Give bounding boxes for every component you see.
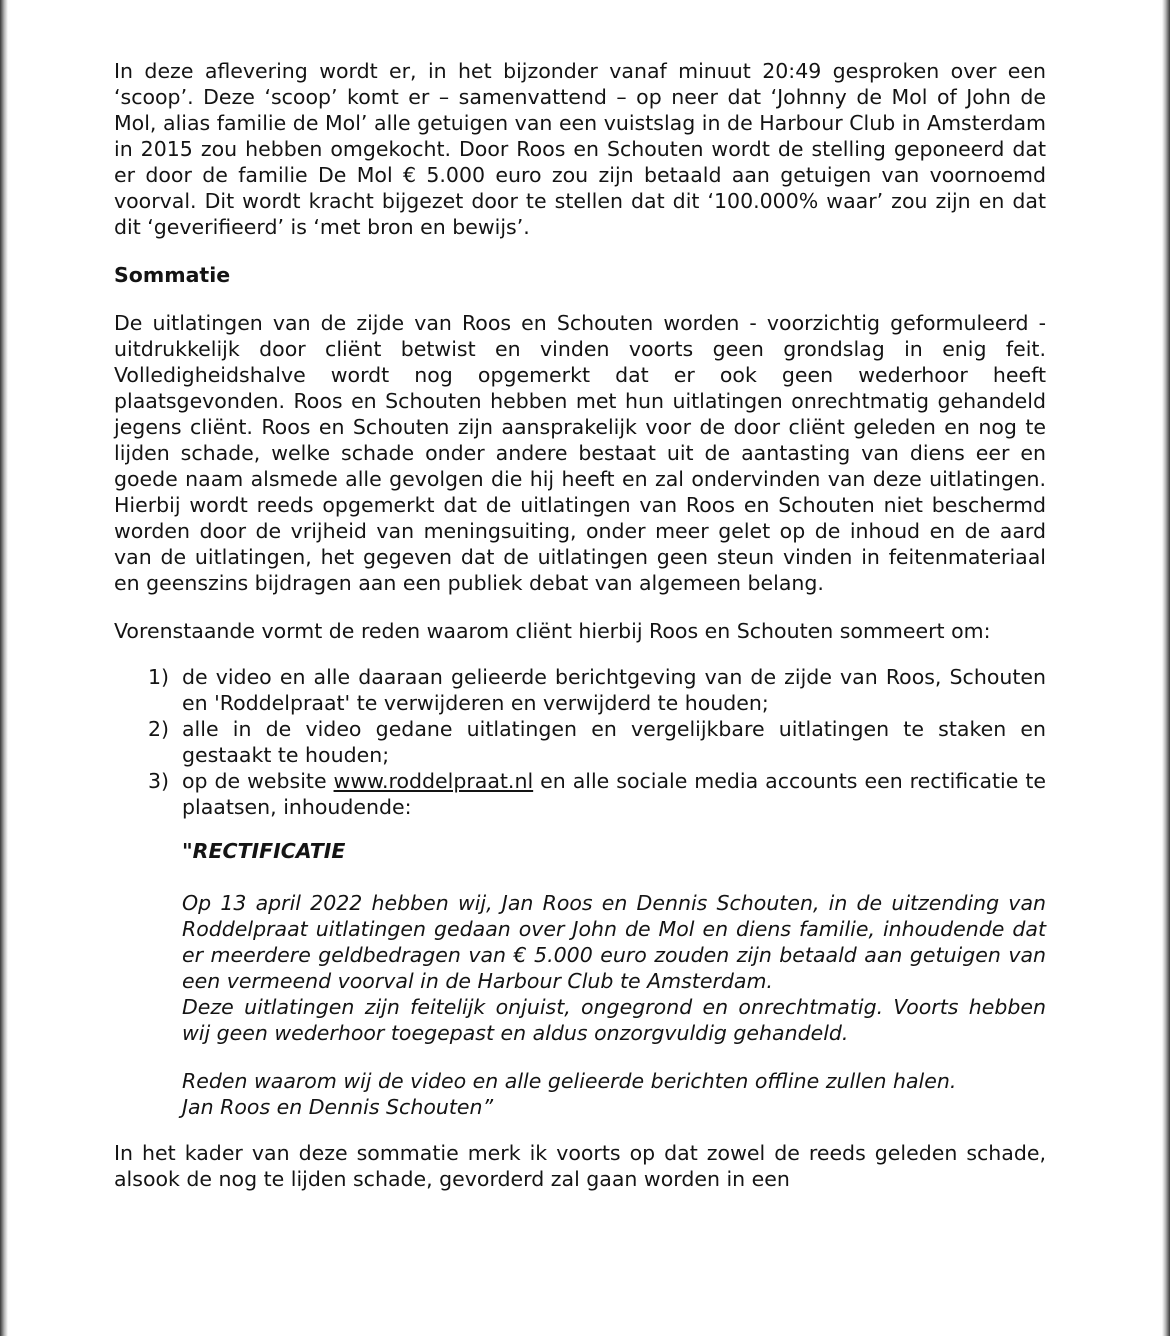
list-item-number: 2): [148, 717, 170, 741]
closing-paragraph: In het kader van deze sommatie merk ik voorts op dat zowel de reeds geleden schade, alsook de nog te lijden schade, gevorderd zal gaan worden in een: [114, 1141, 1046, 1191]
rectificatie-body: Op 13 april 2022 hebben wij, Jan Roos en Dennis Schouten, in de uitzending van Roddelpraat uitlatingen gedaan over John de Mol en diens familie, inhoudende dat er meerdere geldbedragen van € 5.000 euro zouden zijn betaald aan getuigen van een vermeend voorval in de Harbour Club te Amsterdam.: [182, 891, 1046, 993]
page-edge-right: [1162, 0, 1170, 1336]
list-item-number: 1): [148, 665, 170, 689]
list-item: [114, 664, 1046, 716]
intro-paragraph: In deze aflevering wordt er, in het bijzonder vanaf minuut 20:49 gesproken over een ‘scoop’. Deze ‘scoop’ komt er – samenvattend – op neer dat ‘Johnny de Mol of John de Mol, alias familie de Mol’ alle getuigen van een vuistslag in de Harbour Club in Amsterdam in 2015 zou hebben omgekocht. Door Roos en Schouten wordt de stelling geponeerd dat er door de familie De Mol € 5.000 euro zou zijn betaald aan getuigen van voornoemd voorval. Dit wordt kracht bijgezet door te stellen dat dit ‘100.000% waar’ zou zijn en dat dit ‘geverifieerd’ is ‘met bron en bewijs’.: [114, 59, 1046, 239]
rectificatie-closing: Reden waarom wij de video en alle gelieerde berichten offline zullen halen.: [182, 1069, 957, 1093]
demand-lead-paragraph: Vorenstaande vormt de reden waarom cliënt hierbij Roos en Schouten sommeert om:: [114, 619, 991, 643]
list-item: [114, 768, 1046, 820]
rectificatie-title: "RECTIFICATIE: [182, 839, 346, 863]
page-edge-left: [0, 0, 8, 1336]
section-heading: Sommatie: [114, 263, 231, 287]
document-page: [114, 58, 1046, 1192]
list-item-number: 3): [148, 769, 170, 793]
demand-list: [114, 664, 1046, 820]
list-item: [114, 716, 1046, 768]
rectificatie-statement: Deze uitlatingen zijn feitelijk onjuist, ongegrond en onrechtmatig. Voorts hebben wij geen wederhoor toegepast en aldus onzorgvuldig gehandeld.: [182, 995, 1046, 1045]
sommatie-paragraph: De uitlatingen van de zijde van Roos en Schouten worden - voorzichtig geformuleerd - uitdrukkelijk door cliënt betwist en vinden voorts geen grondslag in enig feit. Volledigheidshalve wordt nog opgemerkt dat er ook geen wederhoor heeft plaatsgevonden. Roos en Schouten hebben met hun uitlatingen onrechtmatig gehandeld jegens cliënt. Roos en Schouten zijn aansprakelijk voor de door cliënt geleden en nog te lijden schade, welke schade onder andere bestaat uit de aantasting van diens eer en goede naam alsmede alle gevolgen die hij heeft en zal ondervinden van deze uitlatingen. Hierbij wordt reeds opgemerkt dat de uitlatingen van Roos en Schouten niet beschermd worden door de vrijheid van meningsuiting, onder meer gelet op de inhoud en de aard van de uitlatingen, het gegeven dat de uitlatingen geen steun vinden in feitenmateriaal en geenszins bijdragen aan een publiek debat van algemeen belang.: [114, 311, 1046, 595]
list-item-text-after: en alle sociale media accounts een rectificatie te plaatsen, inhoudende:: [182, 769, 1046, 819]
list-item-text: alle in de video gedane uitlatingen en vergelijkbare uitlatingen te staken en gestaakt te houden;: [182, 717, 1046, 767]
website-link[interactable]: www.roddelpraat.nl: [333, 769, 534, 793]
rectificatie-block: [182, 838, 1046, 1120]
list-item-text-before: op de website: [182, 769, 334, 793]
list-item-text: de video en alle daaraan gelieerde berichtgeving van de zijde van Roos, Schouten en 'Roddelpraat' te verwijderen en verwijderd te houden;: [182, 665, 1046, 715]
rectificatie-signature: Jan Roos en Dennis Schouten”: [182, 1095, 494, 1119]
